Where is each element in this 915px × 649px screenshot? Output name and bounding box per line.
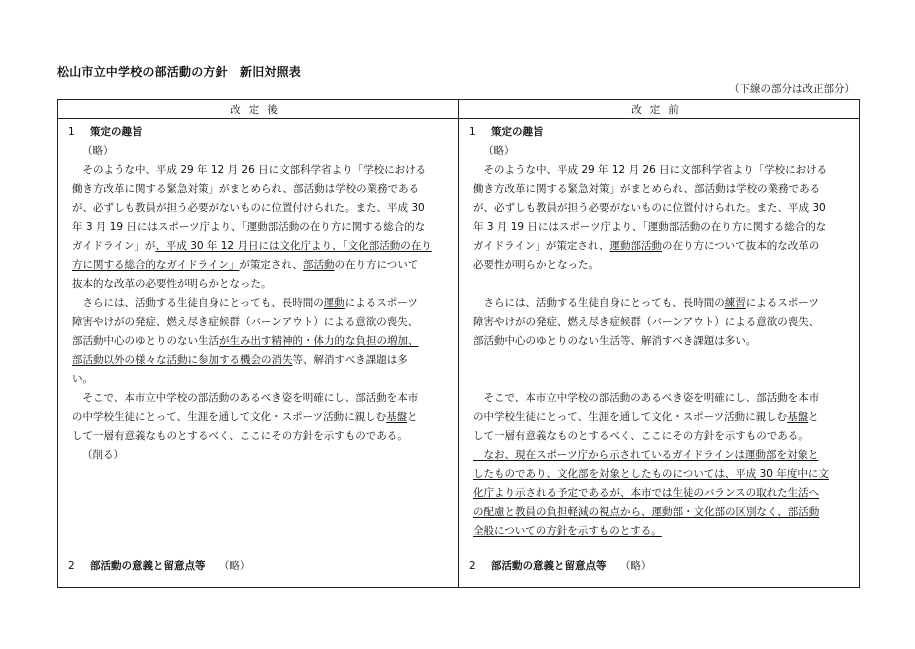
text-run: ガイドライン」が策定され、 [473, 240, 610, 252]
section-number: 1 [68, 126, 75, 138]
text-line: 障害やけがの発症、燃え尽き症候群（バーンアウト）による意欲の喪失、 [473, 316, 820, 328]
text-line: 働き方改革に関する緊急対策」がまとめられ、部活動は学校の業務である [72, 183, 420, 195]
after-deleted-note: （削る） [82, 449, 124, 461]
comparison-table [57, 99, 860, 588]
after-paragraph-1 [72, 161, 458, 294]
document-title: 松山市立中学校の部活動の方針 新旧対照表 [57, 65, 302, 79]
after-section-2-heading [68, 557, 250, 576]
section-omitted: （略） [619, 560, 652, 572]
section-number: 2 [469, 560, 476, 572]
text-line: 部活動中心のゆとりのない生活等、解消すべき課題は多い。 [473, 335, 757, 347]
revised-text: 部活動 [303, 259, 335, 271]
after-section-1-heading [68, 123, 143, 142]
text-line: して一層有意義なものとするべく、ここにその方針を示すものである。 [72, 430, 408, 442]
text-line: い。 [72, 373, 93, 385]
text-run: によるスポーツ [745, 297, 819, 309]
underline-note: （下線の部分は改正部分） [729, 83, 855, 95]
text-run: の在り方について抜本的な改革の [662, 240, 820, 252]
text-run: さらには、活動する生徒自身にとっても、長時間の [473, 297, 725, 309]
after-column [58, 119, 458, 587]
section-title: 部活動の意義と留意点等 [90, 560, 206, 572]
before-column [459, 119, 859, 587]
before-cell [459, 119, 860, 588]
text-line [473, 408, 859, 427]
text-line [72, 256, 458, 275]
text-line [72, 332, 458, 351]
text-line: 必要性が明らかとなった。 [473, 259, 599, 271]
revised-text: 部活動以外の様々な活動に参加する機会の消失 [72, 354, 293, 366]
header-after: 改定後 [58, 100, 459, 119]
text-line: 年 3 月 19 日にはスポーツ庁より、「運動部活動の在り方に関する総合的な [473, 221, 827, 233]
text-run: の中学校生徒にとって、生涯を通して文化・スポーツ活動に親しむ [72, 411, 387, 423]
after-omitted: （略） [82, 145, 114, 157]
text-line: そこで、本市立中学校の部活動のあるべき姿を明確にし、部活動を本市 [72, 392, 419, 404]
text-run: さらには、活動する生徒自身にとっても、長時間の [72, 297, 324, 309]
section-title: 部活動の意義と留意点等 [491, 560, 607, 572]
before-paragraph-1 [473, 161, 859, 275]
revised-text: 、平成 30 年 12 月日には文化庁より、「文化部活動の在り [155, 240, 432, 252]
text-line [72, 237, 458, 256]
section-number: 2 [68, 560, 75, 572]
revised-text: 基盤 [787, 411, 809, 423]
text-line: 年 3 月 19 日にはスポーツ庁より、「運動部活動の在り方に関する総合的な [72, 221, 426, 233]
text-run: 等、解消すべき課題は多 [292, 354, 408, 366]
revised-text: 運動 [323, 297, 345, 309]
text-line: が、必ずしも教員が担う必要がないものに位置付けられた。また、平成 30 [473, 202, 826, 214]
before-paragraph-3 [473, 389, 859, 446]
before-section-2-heading [469, 557, 651, 576]
revised-text: 全般についての方針を示すものとする。 [473, 525, 662, 537]
revised-text: なお、現在スポーツ庁から示されているガイドラインは運動部を対象と [473, 449, 819, 461]
after-paragraph-2 [72, 294, 458, 389]
text-run: の中学校生徒にとって、生涯を通して文化・スポーツ活動に親しむ [473, 411, 788, 423]
text-run: ガイドライン」が [72, 240, 156, 252]
text-line: 障害やけがの発症、燃え尽き症候群（バーンアウト）による意欲の喪失、 [72, 316, 419, 328]
revised-text: 化庁より示される予定であるが、本市では生徒のバランスの取れた生活へ [473, 487, 820, 499]
revised-text: 基盤 [386, 411, 408, 423]
revised-text: したものであり、文化部を対象としたものについては、平成 30 年度中に文 [473, 468, 829, 480]
text-line [72, 351, 458, 370]
section-omitted: （略） [218, 560, 251, 572]
text-run: によるスポーツ [344, 297, 418, 309]
text-line: して一層有意義なものとするべく、ここにその方針を示すものである。 [473, 430, 809, 442]
text-line [72, 294, 458, 313]
section-title: 策定の趣旨 [90, 126, 143, 138]
text-line: そこで、本市立中学校の部活動のあるべき姿を明確にし、部活動を本市 [473, 392, 820, 404]
revised-text: の配慮と教員の負担軽減の視点から、運動部・文化部の区別なく、部活動 [473, 506, 820, 518]
text-run: と [808, 411, 819, 423]
text-line [473, 237, 859, 256]
revised-text: 方に関する総合的なガイドライン」 [72, 259, 240, 271]
text-line: が、必ずしも教員が担う必要がないものに位置付けられた。また、平成 30 [72, 202, 425, 214]
text-run: と [407, 411, 418, 423]
after-paragraph-3 [72, 389, 458, 446]
header-before: 改定前 [459, 100, 860, 119]
text-line: 抜本的な改革の必要性が明らかとなった。 [72, 278, 272, 290]
text-line [72, 408, 458, 427]
revised-text: 練習 [724, 297, 746, 309]
before-omitted: （略） [483, 145, 515, 157]
section-title: 策定の趣旨 [491, 126, 544, 138]
text-line: そのような中、平成 29 年 12 月 26 日に文部科学省より「学校における [473, 164, 828, 176]
before-paragraph-2 [473, 294, 859, 351]
text-run: が策定され、 [239, 259, 304, 271]
text-run: 部活動中心のゆとりのない生活 [72, 335, 219, 347]
text-line [473, 294, 859, 313]
text-line: 働き方改革に関する緊急対策」がまとめられ、部活動は学校の業務である [473, 183, 821, 195]
revised-text: 運動部活動 [609, 240, 662, 252]
text-run: の在り方について [334, 259, 419, 271]
before-section-1-heading [469, 123, 544, 142]
after-cell [58, 119, 459, 588]
revised-text: が生み出す精神的・体力的な負担の増加、 [219, 335, 419, 347]
text-line: そのような中、平成 29 年 12 月 26 日に文部科学省より「学校における [72, 164, 427, 176]
section-number: 1 [469, 126, 476, 138]
before-paragraph-4 [473, 446, 859, 541]
